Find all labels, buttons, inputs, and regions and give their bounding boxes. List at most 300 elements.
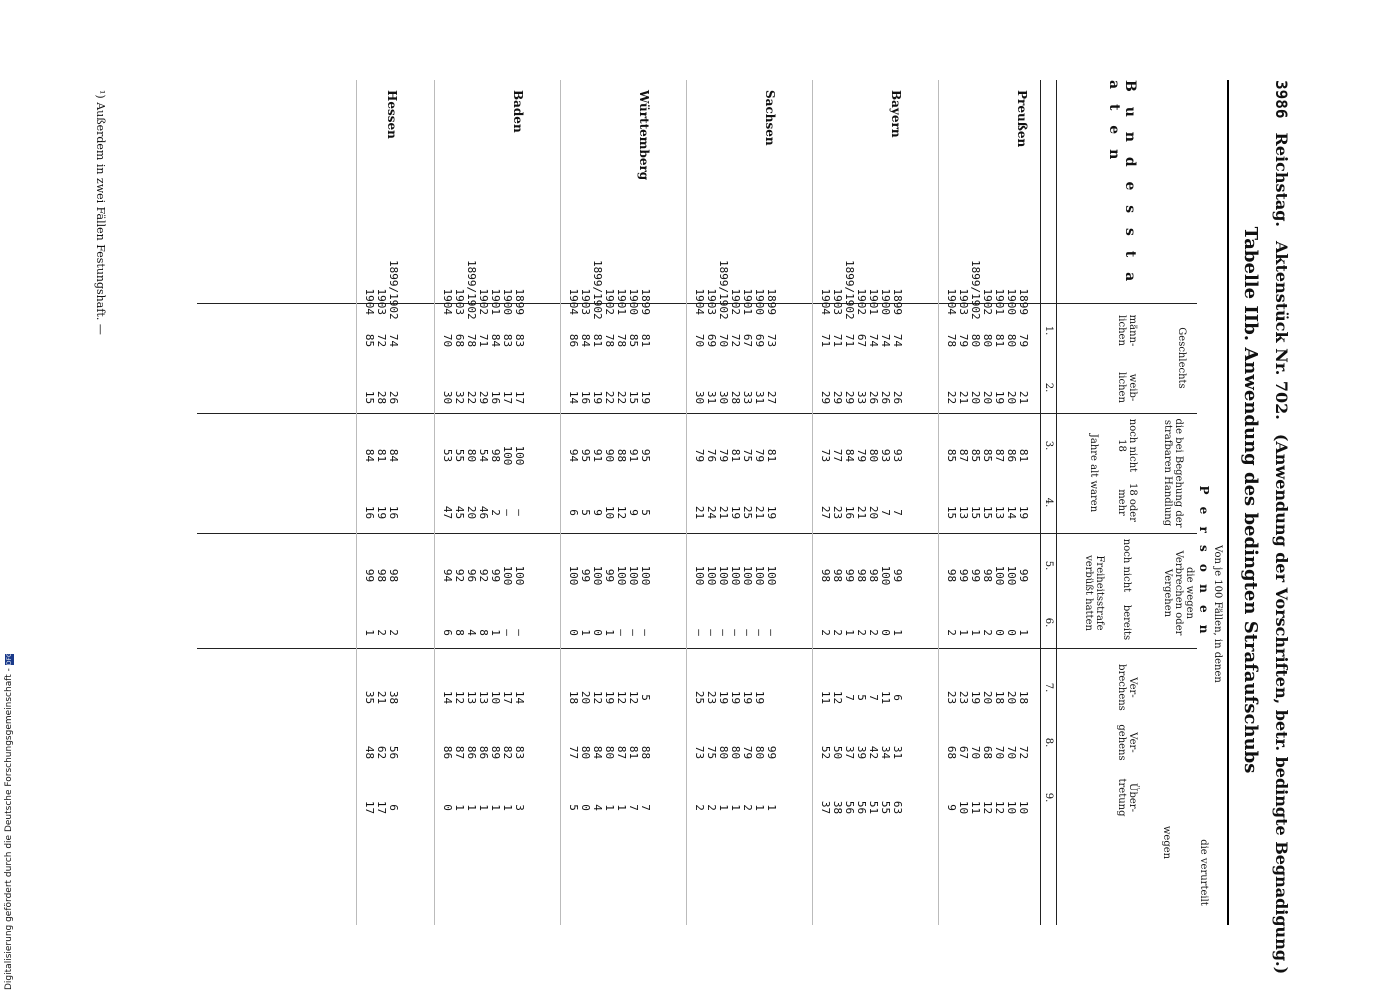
value-cell: 81: [375, 448, 388, 463]
value-cell: 2: [489, 509, 502, 516]
credit-text: Digitalisierung gefördert durch die Deutsche Forschungsgemeinschaft -: [4, 668, 14, 990]
value-cell: 100: [693, 565, 706, 586]
value-cell: 14: [513, 690, 526, 705]
value-cell: 31: [891, 745, 904, 760]
value-cell: 2: [375, 629, 388, 636]
group-separator: [686, 80, 687, 925]
value-cell: 2: [693, 804, 706, 811]
page-number: 3986: [1272, 80, 1292, 119]
header-verurteilt: die verurteilt: [1198, 839, 1210, 906]
value-cell: 10: [1017, 800, 1030, 815]
value-cell: 74: [387, 333, 400, 348]
table-row: [981, 80, 993, 925]
value-cell: 78: [465, 333, 478, 348]
value-cell: 80: [1005, 333, 1018, 348]
value-cell: 1: [489, 804, 502, 811]
value-cell: 63: [891, 800, 904, 815]
table-row: [753, 80, 765, 925]
value-cell: 20: [867, 505, 880, 520]
year-cell: 1904: [363, 288, 376, 315]
table-row: [639, 80, 651, 925]
table-row: [969, 80, 981, 925]
value-cell: 1: [363, 629, 376, 636]
value-cell: 98: [831, 568, 844, 583]
table-row: [867, 80, 879, 925]
table-row: [387, 80, 399, 925]
value-cell: 84: [363, 448, 376, 463]
value-cell: 21: [717, 505, 730, 520]
column-header-3: noch nicht 18: [1116, 418, 1138, 473]
value-cell: 99: [843, 568, 856, 583]
value-cell: 20: [465, 505, 478, 520]
value-cell: 23: [831, 505, 844, 520]
value-cell: —: [639, 629, 652, 636]
table-row: [375, 80, 387, 925]
table-row: [603, 80, 615, 925]
table-row: [477, 80, 489, 925]
value-cell: 99: [957, 568, 970, 583]
year-cell: 1900: [879, 288, 892, 315]
value-cell: 100: [993, 565, 1006, 586]
column-header-5: noch nicht: [1121, 538, 1133, 593]
value-cell: 19: [1017, 505, 1030, 520]
value-cell: 5: [567, 804, 580, 811]
value-cell: 79: [741, 745, 754, 760]
value-cell: 56: [855, 800, 868, 815]
table-row: [579, 80, 591, 925]
value-cell: 20: [981, 390, 994, 405]
column-header-8: Ver- gehens: [1116, 724, 1138, 761]
value-cell: 13: [993, 505, 1006, 520]
value-cell: 84: [489, 333, 502, 348]
value-cell: 95: [639, 448, 652, 463]
value-cell: 73: [765, 333, 778, 348]
table-row: [489, 80, 501, 925]
value-cell: 99: [603, 568, 616, 583]
value-cell: 99: [363, 568, 376, 583]
value-cell: 91: [591, 448, 604, 463]
rotated-sheet: [67, 70, 1297, 975]
value-cell: 79: [753, 448, 766, 463]
year-cell: 1904: [567, 288, 580, 315]
value-cell: 1: [717, 804, 730, 811]
value-cell: 70: [1005, 745, 1018, 760]
value-cell: 83: [513, 745, 526, 760]
value-cell: 29: [843, 390, 856, 405]
value-cell: 81: [1017, 448, 1030, 463]
table-row: [957, 80, 969, 925]
value-cell: 80: [729, 745, 742, 760]
value-cell: 98: [981, 568, 994, 583]
value-cell: 26: [891, 390, 904, 405]
value-cell: —: [501, 509, 514, 516]
value-cell: 99: [969, 568, 982, 583]
value-cell: 4: [465, 629, 478, 636]
value-cell: 19: [591, 390, 604, 405]
column-number-3: 3.: [1043, 440, 1055, 451]
value-cell: 10: [957, 800, 970, 815]
value-cell: 69: [753, 333, 766, 348]
table-row: [819, 80, 831, 925]
top-rule: [1227, 80, 1229, 925]
table-row: [501, 80, 513, 925]
value-cell: 100: [753, 565, 766, 586]
header-begehung: die bei Begehung der strafbaren Handlung: [1162, 418, 1184, 528]
value-cell: 62: [375, 745, 388, 760]
year-cell: 1903: [957, 288, 970, 315]
value-cell: 22: [465, 390, 478, 405]
value-cell: 18: [993, 690, 1006, 705]
value-cell: 2: [981, 629, 994, 636]
table-row: [741, 80, 753, 925]
table-title: Tabelle IIb. Anwendung des bedingten Strafaufschubs: [1240, 226, 1261, 774]
value-cell: 52: [819, 745, 832, 760]
value-cell: 98: [819, 568, 832, 583]
state-label-baden: Baden: [511, 90, 525, 133]
table-row: [705, 80, 717, 925]
value-cell: 7: [879, 509, 892, 516]
value-cell: 100: [501, 565, 514, 586]
year-cell: 1901: [489, 288, 502, 315]
value-cell: 89: [489, 745, 502, 760]
value-cell: 20: [969, 390, 982, 405]
value-cell: 100: [639, 565, 652, 586]
value-cell: —: [717, 629, 730, 636]
value-cell: 79: [717, 448, 730, 463]
value-cell: 73: [693, 745, 706, 760]
value-cell: 1: [465, 804, 478, 811]
value-cell: 98: [375, 568, 388, 583]
value-cell: 90: [603, 448, 616, 463]
value-cell: 81: [993, 333, 1006, 348]
value-cell: 100: [717, 565, 730, 586]
value-cell: 73: [819, 448, 832, 463]
year-cell: 1899/1902: [387, 260, 400, 320]
year-cell: 1899/1902: [969, 260, 982, 320]
value-cell: 0: [579, 804, 592, 811]
value-cell: 8: [477, 629, 490, 636]
value-cell: 16: [363, 505, 376, 520]
column-number-9: 9.: [1043, 792, 1055, 803]
table-row: [453, 80, 465, 925]
value-cell: 70: [969, 745, 982, 760]
value-cell: 70: [441, 333, 454, 348]
value-cell: 93: [879, 448, 892, 463]
value-cell: 92: [453, 568, 466, 583]
value-cell: 99: [1017, 568, 1030, 583]
value-cell: 96: [465, 568, 478, 583]
value-cell: 100: [615, 565, 628, 586]
value-cell: 19: [729, 505, 742, 520]
value-cell: 71: [477, 333, 490, 348]
value-cell: 30: [717, 390, 730, 405]
year-cell: 1904: [441, 288, 454, 315]
table-row: [591, 80, 603, 925]
year-cell: 1901: [993, 288, 1006, 315]
value-cell: 72: [729, 333, 742, 348]
value-cell: 37: [819, 800, 832, 815]
value-cell: 23: [945, 690, 958, 705]
value-cell: 80: [465, 448, 478, 463]
value-cell: 1: [1017, 629, 1030, 636]
column-number-2: 2.: [1043, 382, 1055, 393]
year-cell: 1901: [615, 288, 628, 315]
value-cell: 15: [363, 390, 376, 405]
value-cell: 100: [741, 565, 754, 586]
value-cell: 19: [741, 690, 754, 705]
value-cell: 2: [945, 629, 958, 636]
value-cell: 67: [957, 745, 970, 760]
value-cell: 1: [891, 629, 904, 636]
value-cell: 86: [465, 745, 478, 760]
column-number-7: 7.: [1043, 682, 1055, 693]
value-cell: 12: [453, 690, 466, 705]
value-cell: 7: [891, 509, 904, 516]
value-cell: 17: [363, 800, 376, 815]
value-cell: 46: [477, 505, 490, 520]
year-cell: 1902: [729, 288, 742, 315]
value-cell: 12: [615, 505, 628, 520]
value-cell: 50: [831, 745, 844, 760]
value-cell: 19: [993, 390, 1006, 405]
table-row: [945, 80, 957, 925]
value-cell: 70: [717, 333, 730, 348]
header-vorbestraft: die wegen Verbrechen oder Vergehen: [1162, 550, 1196, 636]
value-cell: 85: [981, 448, 994, 463]
table-row: [615, 80, 627, 925]
value-cell: 0: [993, 629, 1006, 636]
group-separator: [434, 80, 435, 925]
value-cell: 11: [819, 690, 832, 705]
value-cell: 1: [579, 629, 592, 636]
header-wegen: wegen: [1161, 825, 1173, 860]
column-number-5: 5.: [1043, 560, 1055, 571]
value-cell: 11: [969, 800, 982, 815]
value-cell: 42: [867, 745, 880, 760]
value-cell: 10: [489, 690, 502, 705]
value-cell: 81: [639, 333, 652, 348]
value-cell: 21: [375, 690, 388, 705]
value-cell: 6: [567, 509, 580, 516]
value-cell: 71: [831, 333, 844, 348]
value-cell: 7: [627, 804, 640, 811]
table-row: [363, 80, 375, 925]
year-cell: 1903: [579, 288, 592, 315]
year-cell: 1899/1902: [717, 260, 730, 320]
year-cell: 1901: [867, 288, 880, 315]
value-cell: 5: [639, 694, 652, 701]
year-cell: 1899/1902: [465, 260, 478, 320]
header-personen: P e r s o n e n: [1197, 485, 1212, 638]
value-cell: 19: [375, 505, 388, 520]
value-cell: 17: [501, 690, 514, 705]
value-cell: 45: [453, 505, 466, 520]
column-header-9: Über- tretung: [1116, 778, 1138, 817]
value-cell: 7: [639, 804, 652, 811]
value-cell: 1: [489, 629, 502, 636]
value-cell: —: [513, 509, 526, 516]
year-cell: 1899: [891, 288, 904, 315]
value-cell: 87: [453, 745, 466, 760]
value-cell: 23: [705, 690, 718, 705]
digitization-credit: [4, 654, 14, 990]
value-cell: 69: [705, 333, 718, 348]
value-cell: 21: [855, 505, 868, 520]
value-cell: —: [693, 629, 706, 636]
value-cell: 19: [753, 690, 766, 705]
value-cell: 75: [741, 448, 754, 463]
value-cell: 19: [603, 690, 616, 705]
value-cell: 1: [603, 804, 616, 811]
dfg-logo: DFG: [5, 652, 13, 666]
column-number-1: 1.: [1043, 325, 1055, 336]
value-cell: 13: [477, 690, 490, 705]
value-cell: 27: [765, 390, 778, 405]
value-cell: 87: [615, 745, 628, 760]
year-cell: 1899: [765, 288, 778, 315]
value-cell: 38: [387, 690, 400, 705]
value-cell: 81: [627, 745, 640, 760]
value-cell: 1: [969, 629, 982, 636]
numbers-bottom-rule: [1040, 80, 1041, 925]
value-cell: 12: [993, 800, 1006, 815]
value-cell: 38: [831, 800, 844, 815]
value-cell: 19: [969, 690, 982, 705]
value-cell: 84: [843, 448, 856, 463]
value-cell: 79: [957, 333, 970, 348]
value-cell: 85: [627, 333, 640, 348]
column-header-2: weib- lichen: [1116, 372, 1138, 403]
table-row: [831, 80, 843, 925]
value-cell: 79: [693, 448, 706, 463]
value-cell: 98: [387, 568, 400, 583]
value-cell: 34: [879, 745, 892, 760]
value-cell: 84: [387, 448, 400, 463]
value-cell: 75: [705, 745, 718, 760]
value-cell: 86: [567, 333, 580, 348]
value-cell: 7: [843, 694, 856, 701]
value-cell: 7: [867, 694, 880, 701]
value-cell: 32: [453, 390, 466, 405]
value-cell: 53: [441, 448, 454, 463]
value-cell: 19: [765, 505, 778, 520]
value-cell: 1: [453, 804, 466, 811]
value-cell: 85: [945, 448, 958, 463]
value-cell: 33: [855, 390, 868, 405]
value-cell: 20: [579, 690, 592, 705]
value-cell: 2: [741, 804, 754, 811]
publication-name: Reichstag.: [1272, 132, 1292, 227]
value-cell: 17: [375, 800, 388, 815]
value-cell: 100: [501, 445, 514, 466]
year-cell: 1903: [453, 288, 466, 315]
value-cell: 6: [387, 804, 400, 811]
value-cell: 85: [969, 448, 982, 463]
value-cell: 70: [693, 333, 706, 348]
value-cell: 17: [513, 390, 526, 405]
value-cell: 81: [591, 333, 604, 348]
header-jahre: Jahre alt waren: [1088, 433, 1100, 513]
year-cell: 1902: [603, 288, 616, 315]
group-separator: [560, 80, 561, 925]
group-separator: [938, 80, 939, 925]
table-row: [441, 80, 453, 925]
value-cell: 98: [855, 568, 868, 583]
value-cell: 26: [387, 390, 400, 405]
value-cell: 94: [441, 568, 454, 583]
value-cell: 99: [891, 568, 904, 583]
value-cell: 95: [579, 448, 592, 463]
year-cell: 1904: [945, 288, 958, 315]
value-cell: —: [729, 629, 742, 636]
value-cell: 94: [567, 448, 580, 463]
value-cell: 20: [1005, 390, 1018, 405]
value-cell: 72: [375, 333, 388, 348]
value-cell: 5: [579, 509, 592, 516]
table-row: [891, 80, 903, 925]
value-cell: 83: [513, 333, 526, 348]
year-cell: 1902: [477, 288, 490, 315]
value-cell: 39: [855, 745, 868, 760]
document-reference: Aktenstück Nr. 702.: [1272, 240, 1292, 420]
value-cell: 92: [477, 568, 490, 583]
value-cell: 80: [867, 448, 880, 463]
value-cell: 14: [441, 690, 454, 705]
table-row: [729, 80, 741, 925]
value-cell: 79: [1017, 333, 1030, 348]
state-label-preussen: Preußen: [1015, 90, 1029, 148]
value-cell: 9: [945, 804, 958, 811]
value-cell: 16: [387, 505, 400, 520]
value-cell: 68: [453, 333, 466, 348]
table-row: [855, 80, 867, 925]
value-cell: 1: [765, 804, 778, 811]
value-cell: 86: [477, 745, 490, 760]
year-cell: 1902: [981, 288, 994, 315]
group-separator: [812, 80, 813, 925]
column-number-6: 6.: [1043, 617, 1055, 628]
value-cell: 30: [441, 390, 454, 405]
value-cell: 0: [441, 804, 454, 811]
value-cell: 87: [993, 448, 1006, 463]
value-cell: 14: [1005, 505, 1018, 520]
value-cell: 48: [363, 745, 376, 760]
value-cell: 12: [627, 690, 640, 705]
value-cell: 30: [693, 390, 706, 405]
header-von-je-100: Von je 100 Fällen, in denen: [1212, 545, 1224, 683]
value-cell: 2: [705, 804, 718, 811]
value-cell: 78: [615, 333, 628, 348]
table-row: [993, 80, 1005, 925]
year-cell: 1899/1902: [843, 260, 856, 320]
value-cell: 10: [603, 505, 616, 520]
value-cell: 100: [1005, 565, 1018, 586]
value-cell: 71: [819, 333, 832, 348]
value-cell: 99: [489, 568, 502, 583]
value-cell: 5: [855, 694, 868, 701]
value-cell: —: [615, 629, 628, 636]
column-number-4: 4.: [1043, 497, 1055, 508]
value-cell: 22: [945, 390, 958, 405]
value-cell: 15: [627, 390, 640, 405]
value-cell: 100: [765, 565, 778, 586]
table-row: [693, 80, 705, 925]
year-cell: 1899/1902: [591, 260, 604, 320]
value-cell: 1: [615, 804, 628, 811]
value-cell: 22: [615, 390, 628, 405]
value-cell: 56: [843, 800, 856, 815]
page-header: [1267, 80, 1297, 975]
